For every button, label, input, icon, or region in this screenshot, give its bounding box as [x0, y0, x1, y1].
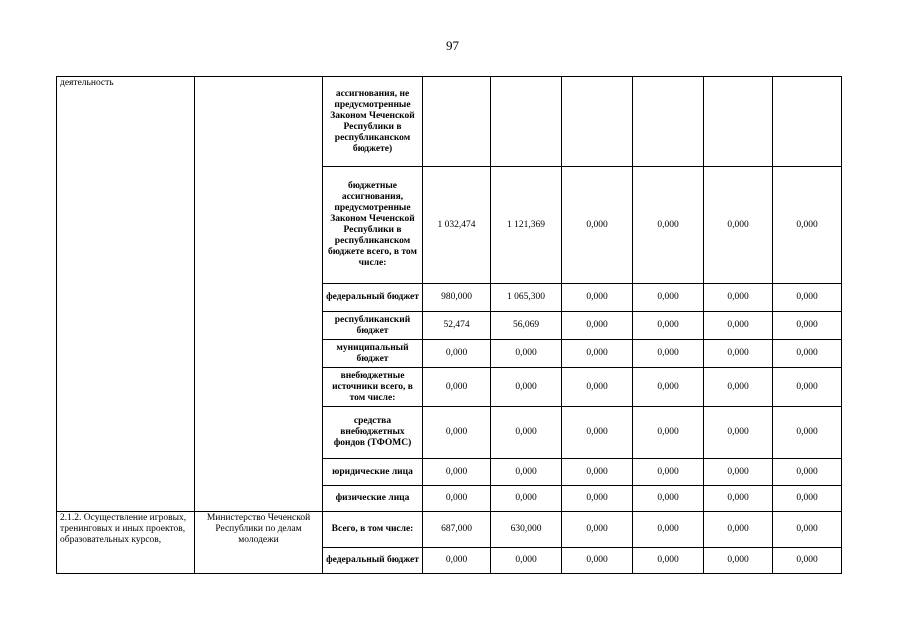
funding-source-cell: ассигнования, не предусмотренные Законом Чеченской Республики в республиканском бюджете) — [323, 77, 423, 167]
table-row — [57, 512, 842, 548]
executor-cell — [195, 77, 323, 512]
measure-name-cell: 2.1.2. Осуществление игровых, тренинговых и иных проектов, образовательных курсов, — [57, 512, 195, 548]
value-cell: 0,000 — [704, 459, 773, 486]
value-cell: 0,000 — [704, 340, 773, 368]
value-cell: 630,000 — [491, 512, 562, 548]
value-cell: 0,000 — [491, 407, 562, 459]
budget-table — [56, 76, 842, 574]
value-cell: 980,000 — [423, 284, 491, 312]
value-cell: 0,000 — [773, 312, 842, 340]
value-cell: 0,000 — [633, 486, 704, 512]
funding-source-cell: федеральный бюджет — [323, 547, 423, 573]
value-cell: 0,000 — [633, 340, 704, 368]
executor-cell-continued — [195, 547, 323, 573]
funding-source-cell: средства внебюджетных фондов (ТФОМС) — [323, 407, 423, 459]
table-row — [57, 77, 842, 167]
value-cell — [633, 77, 704, 167]
value-cell: 1 065,300 — [491, 284, 562, 312]
value-cell: 0,000 — [562, 340, 633, 368]
value-cell — [423, 77, 491, 167]
measure-name-cell-continued — [57, 547, 195, 573]
funding-source-cell: бюджетные ассигнования, предусмотренные Законом Чеченской Республики в республиканском бюджете всего, в том числе: — [323, 167, 423, 284]
value-cell — [491, 77, 562, 167]
value-cell: 0,000 — [773, 284, 842, 312]
value-cell: 0,000 — [562, 312, 633, 340]
value-cell: 0,000 — [773, 459, 842, 486]
value-cell — [704, 77, 773, 167]
value-cell: 0,000 — [704, 407, 773, 459]
value-cell: 0,000 — [773, 340, 842, 368]
value-cell: 0,000 — [423, 340, 491, 368]
value-cell: 0,000 — [562, 547, 633, 573]
value-cell: 0,000 — [773, 547, 842, 573]
value-cell: 0,000 — [633, 459, 704, 486]
funding-source-cell: муниципальный бюджет — [323, 340, 423, 368]
table-row — [57, 547, 842, 573]
value-cell: 0,000 — [423, 547, 491, 573]
value-cell: 0,000 — [633, 407, 704, 459]
value-cell: 0,000 — [562, 167, 633, 284]
value-cell: 0,000 — [423, 407, 491, 459]
value-cell: 56,069 — [491, 312, 562, 340]
value-cell: 0,000 — [633, 368, 704, 407]
value-cell — [773, 77, 842, 167]
value-cell: 0,000 — [491, 368, 562, 407]
value-cell: 0,000 — [491, 340, 562, 368]
measure-name-cell: деятельность — [57, 77, 195, 512]
value-cell: 0,000 — [491, 547, 562, 573]
page-number: 97 — [446, 38, 459, 53]
value-cell: 0,000 — [633, 512, 704, 548]
executor-cell: Министерство Чеченской Республики по делам молодежи — [195, 512, 323, 548]
value-cell — [562, 77, 633, 167]
value-cell: 0,000 — [633, 547, 704, 573]
funding-source-cell: федеральный бюджет — [323, 284, 423, 312]
value-cell: 0,000 — [704, 284, 773, 312]
value-cell: 0,000 — [704, 486, 773, 512]
value-cell: 0,000 — [423, 459, 491, 486]
value-cell: 0,000 — [562, 284, 633, 312]
value-cell: 0,000 — [704, 368, 773, 407]
value-cell: 0,000 — [633, 167, 704, 284]
funding-source-cell: республиканский бюджет — [323, 312, 423, 340]
value-cell: 0,000 — [491, 486, 562, 512]
value-cell: 0,000 — [633, 284, 704, 312]
value-cell: 1 121,369 — [491, 167, 562, 284]
funding-source-cell: физические лица — [323, 486, 423, 512]
value-cell: 0,000 — [423, 368, 491, 407]
value-cell: 0,000 — [562, 512, 633, 548]
value-cell: 0,000 — [704, 312, 773, 340]
value-cell: 0,000 — [562, 459, 633, 486]
value-cell: 0,000 — [704, 512, 773, 548]
value-cell: 0,000 — [423, 486, 491, 512]
value-cell: 0,000 — [491, 459, 562, 486]
value-cell: 0,000 — [562, 407, 633, 459]
value-cell: 0,000 — [773, 167, 842, 284]
value-cell: 0,000 — [562, 486, 633, 512]
value-cell: 0,000 — [773, 368, 842, 407]
value-cell: 0,000 — [633, 312, 704, 340]
value-cell: 0,000 — [704, 547, 773, 573]
value-cell: 687,000 — [423, 512, 491, 548]
funding-source-cell: юридические лица — [323, 459, 423, 486]
value-cell: 1 032,474 — [423, 167, 491, 284]
funding-source-cell: внебюджетные источники всего, в том числе: — [323, 368, 423, 407]
value-cell: 52,474 — [423, 312, 491, 340]
value-cell: 0,000 — [704, 167, 773, 284]
value-cell: 0,000 — [562, 368, 633, 407]
value-cell: 0,000 — [773, 512, 842, 548]
value-cell: 0,000 — [773, 407, 842, 459]
funding-source-cell: Всего, в том числе: — [323, 512, 423, 548]
value-cell: 0,000 — [773, 486, 842, 512]
